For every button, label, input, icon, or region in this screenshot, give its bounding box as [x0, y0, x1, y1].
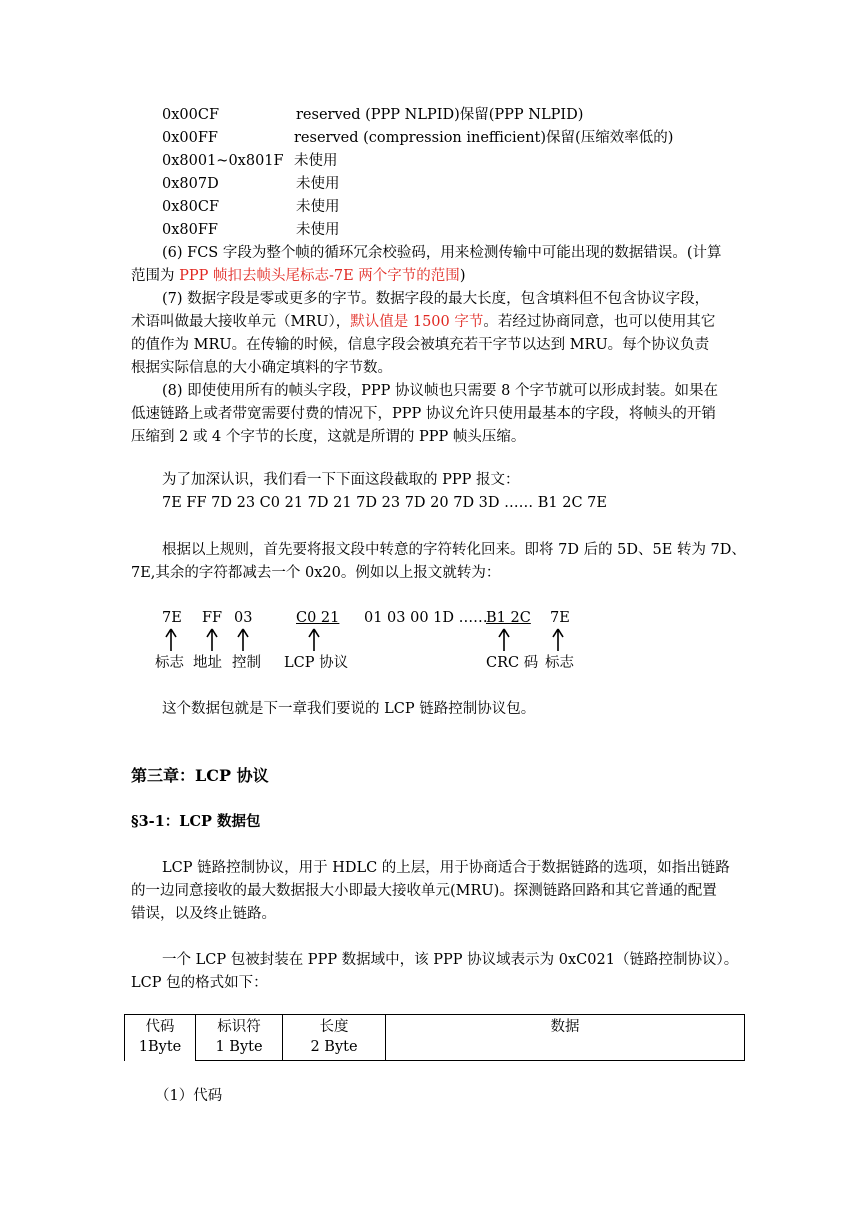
byte-address: FF: [202, 610, 223, 626]
paragraph-header-line: 低速链路上或者带宽需要付费的情况下，PPP 协议允许只使用最基本的字段，将帧头的开销: [131, 406, 716, 422]
size-label: 1Byte: [138, 1039, 182, 1055]
label-flag: 标志: [155, 655, 184, 671]
arrow-up-icon: [164, 628, 178, 652]
lcp-paragraph-line: 的一边同意接收的最大数据报大小即最大接收单元(MRU)。探测链路回路和其它普通的配置: [131, 883, 717, 899]
size-label: 1 Byte: [215, 1039, 263, 1055]
paragraph-fcs-line: [131, 266, 465, 286]
example-raw-packet: 7E FF 7D 23 C0 21 7D 21 7D 23 7D 20 7D 3D …… B1 2C 7E: [162, 495, 607, 511]
table-header-identifier: [196, 1015, 283, 1061]
code-row: [0, 128, 868, 148]
label-crc: CRC 码: [486, 655, 539, 671]
byte-crc: B1 2C: [486, 610, 531, 626]
label-flag-end: 标志: [545, 655, 574, 671]
byte-protocol: C0 21: [296, 610, 340, 626]
code-row: [0, 105, 868, 125]
section-title: §3-1：LCP 数据包: [131, 813, 261, 830]
arrow-up-icon: [307, 628, 321, 652]
lcp-format-table: [124, 1014, 745, 1061]
code-value: 0x80CF: [162, 199, 220, 215]
example-rule-line: 根据以上规则，首先要将报文段中转意的字符转化回来。即将 7D 后的 5D、5E 转为 7D、: [162, 542, 746, 558]
code-value: 0x807D: [162, 176, 219, 192]
highlight-text: 默认值是 1500 字节: [350, 314, 484, 330]
size-label: 2 Byte: [310, 1039, 358, 1055]
header-label: 标识符: [217, 1019, 261, 1035]
code-desc: 未使用: [296, 199, 340, 215]
header-label: 代码: [145, 1019, 175, 1035]
list-item-code: （1）代码: [155, 1088, 223, 1104]
table-header-length: [283, 1015, 386, 1061]
header-label: 长度: [319, 1019, 349, 1035]
code-row: [0, 197, 868, 217]
paragraph-data-line: 的值作为 MRU。在传输的时候，信息字段会被填充若干字节以达到 MRU。每个协议负责: [131, 337, 710, 353]
code-desc: 未使用: [296, 176, 340, 192]
code-row: [0, 220, 868, 240]
code-row: [0, 174, 868, 194]
encap-paragraph-line: LCP 包的格式如下：: [131, 975, 268, 991]
code-desc: reserved (PPP NLPID)保留(PPP NLPID): [296, 107, 584, 123]
code-desc: 未使用: [296, 222, 340, 238]
code-desc: 未使用: [294, 153, 338, 169]
text: 术语叫做最大接收单元（MRU），: [131, 314, 351, 330]
table-header-data: [386, 1015, 745, 1061]
encap-paragraph-line: 一个 LCP 包被封装在 PPP 数据域中，该 PPP 协议域表示为 0xC021（链路控制协议）。: [162, 952, 739, 968]
summary-text: 这个数据包就是下一章我们要说的 LCP 链路控制协议包。: [162, 701, 536, 717]
label-control: 控制: [232, 655, 261, 671]
arrow-up-icon: [551, 628, 565, 652]
lcp-paragraph-line: 错误，以及终止链路。: [131, 906, 276, 922]
header-label: 数据: [550, 1019, 580, 1035]
text: ): [459, 268, 466, 284]
text: 范围为: [131, 268, 180, 284]
code-value: 0x00CF: [162, 107, 220, 123]
text: 。若经过协商同意，也可以使用其它: [483, 314, 716, 330]
code-value: 0x8001~0x801F: [162, 153, 284, 169]
example-rule-line: 7E,其余的字符都减去一个 0x20。例如以上报文就转为：: [131, 565, 501, 581]
example-intro: 为了加深认识，我们看一下下面这段截取的 PPP 报文：: [162, 472, 520, 488]
byte-flag: 7E: [162, 610, 182, 626]
arrow-up-icon: [497, 628, 511, 652]
paragraph-data-line: [131, 312, 715, 332]
arrow-up-icon: [236, 628, 250, 652]
label-lcp-protocol: LCP 协议: [284, 655, 349, 671]
table-header-code: [125, 1015, 196, 1061]
byte-payload: 01 03 00 1D ……: [364, 610, 488, 626]
paragraph-header-line: 压缩到 2 或 4 个字节的长度，这就是所谓的 PPP 帧头压缩。: [131, 429, 526, 445]
paragraph-data-line: (7) 数据字段是零或更多的字节。数据字段的最大长度，包含填料但不包含协议字段，: [162, 291, 710, 307]
code-value: 0x00FF: [162, 130, 218, 146]
arrow-up-icon: [205, 628, 219, 652]
paragraph-data-line: 根据实际信息的大小确定填料的字节数。: [131, 360, 392, 376]
highlight-text: PPP 帧扣去帧头尾标志-7E 两个字节的范围: [179, 268, 460, 284]
lcp-paragraph-line: LCP 链路控制协议，用于 HDLC 的上层，用于协商适合于数据链路的选项，如指出链路: [162, 860, 730, 876]
code-value: 0x80FF: [162, 222, 218, 238]
code-row: [0, 151, 868, 171]
code-desc: reserved (compression inefficient)保留(压缩效率低的): [294, 130, 674, 146]
byte-flag-end: 7E: [550, 610, 570, 626]
chapter-title: 第三章：LCP 协议: [131, 766, 269, 785]
label-address: 地址: [193, 655, 222, 671]
byte-control: 03: [234, 610, 253, 626]
paragraph-header-line: (8) 即使使用所有的帧头字段，PPP 协议帧也只需要 8 个字节就可以形成封装。如果在: [162, 383, 718, 399]
paragraph-fcs-line: (6) FCS 字段为整个帧的循环冗余校验码，用来检测传输中可能出现的数据错误。(计算: [162, 245, 722, 261]
